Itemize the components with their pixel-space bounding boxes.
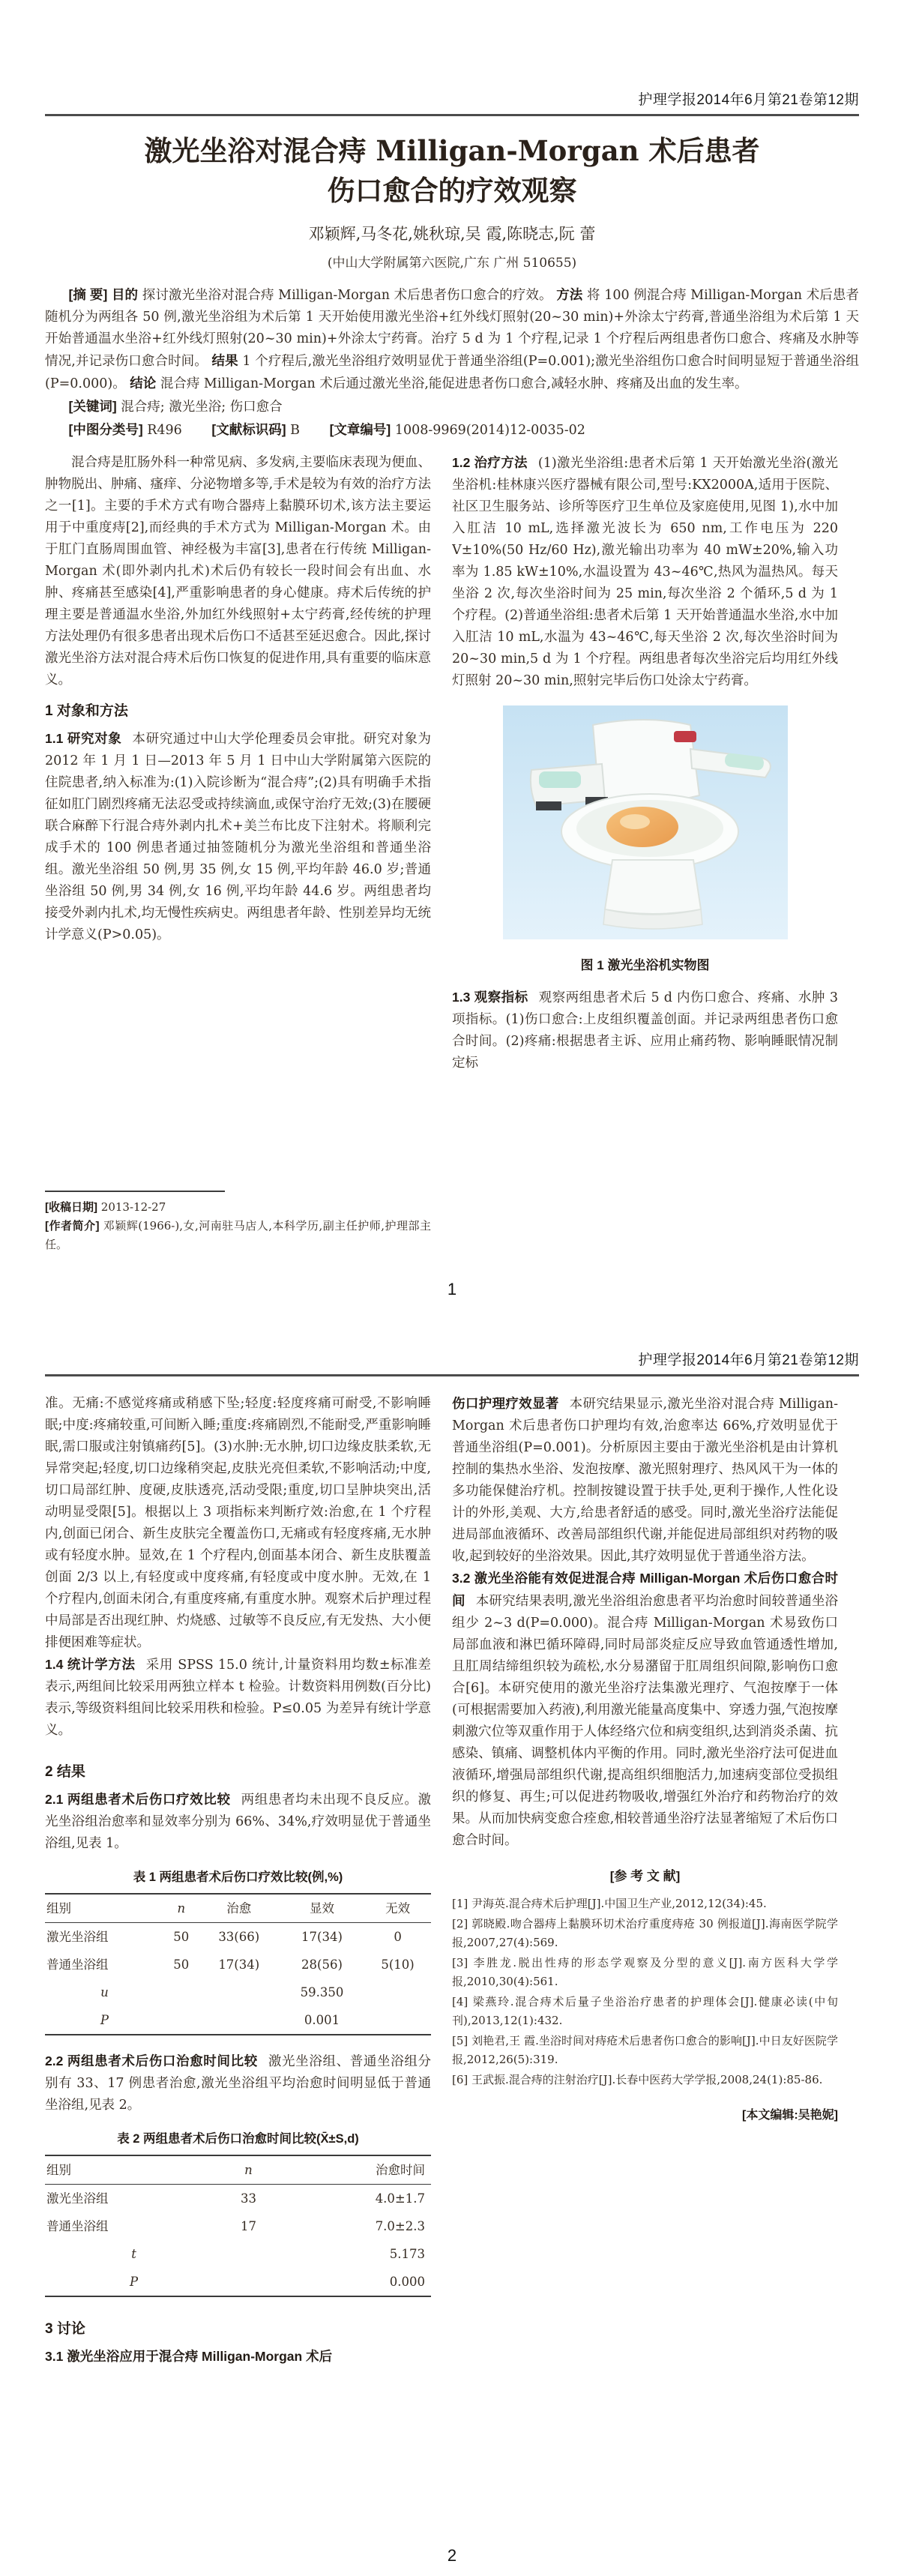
- section-3-1-paragraph: [452, 1393, 838, 1568]
- table-1-header-effective: 显效: [280, 1894, 364, 1923]
- table-2-t-n: [223, 2240, 274, 2268]
- criteria-continuation-paragraph: 准。无痛:不感觉疼痛或稍感下坠;轻度:轻度疼痛可耐受,不影响睡眠;中度:疼痛较重,可间断入睡;重度:疼痛剧烈,不能耐受,严重影响睡眠,需口服或注射镇痛药[5]。(3)水肿:无水肿,切口边缘皮肤柔软,无异常突起;轻度,切口边缘稍突起,皮肤光亮但柔软,不影响活动;中度,切口局部红肿、度硬,皮肤透亮,活动受限;重度,切口呈肿块突出,活动明显受限[5]。根据以上 3 项指标来判断疗效:治愈,在 1 个疗程内,创面已闭合、新生皮肤完全覆盖伤口,无痛或有轻度疼痛,无水肿或有轻度水肿。显效,在 1 个疗程内,创面基本闭合、新生皮肤覆盖创面 2/3 以上,有轻度或中度疼痛,有轻度或中度水肿。无效,在 1 个疗程内,创面未闭合,有重度疼痛,有重度水肿。观察术后护理过程中局部是否出现红肿、灼烧感、过敏等不良反应,有无发热、大小便排便困难等症状。: [45, 1396, 431, 1650]
- received-date-value: 2013-12-27: [100, 1200, 166, 1215]
- section-2-2-label: 2.2 两组患者术后伤口治愈时间比较: [45, 2053, 258, 2068]
- author-bio-line: [45, 1217, 431, 1254]
- table-1-header-row: [45, 1894, 431, 1923]
- section-1-1-paragraph: [45, 728, 431, 946]
- table-2-t-label: t: [131, 2247, 136, 2261]
- section-3-2-label: 3.2 激光坐浴能有效促进混合痔 Milligan-Morgan 术后伤口愈合时间: [452, 1571, 838, 1608]
- page2-right-column: [452, 1393, 838, 2503]
- table-2-p-value: 0.000: [389, 2275, 425, 2289]
- author-bio-text: 邓颖辉(1966-),女,河南驻马店人,本科学历,副主任护师,护理部主任。: [45, 1219, 431, 1252]
- table-2-p-n: [223, 2268, 274, 2296]
- list-item: [3] 李胜龙.脱出性痔的形态学观察及分型的意义[J].南方医科大学学报,2010,30(4):561.: [452, 1956, 838, 1988]
- affiliation: (中山大学附属第六医院,广东 广州 510655): [327, 256, 577, 271]
- author-bio-label: [作者简介]: [45, 1220, 100, 1233]
- table-row: [45, 1923, 431, 1951]
- editor-note: [本文编辑:吴艳妮]: [742, 2109, 838, 2122]
- table-1-header-n: n: [164, 1894, 199, 1923]
- table-1-u-label: u: [100, 1985, 109, 1999]
- table-1-r1-cured: 33(66): [218, 1930, 260, 1944]
- section-1-3-label: 1.3 观察指标: [452, 990, 528, 1005]
- list-item: [2] 郭晓殿.吻合器痔上黏膜环切术治疗重度痔疮 30 例报道[J].海南医学院学报,2007,27(4):569.: [452, 1917, 838, 1949]
- table-row: [45, 2006, 431, 2035]
- section-1-2-paragraph: [452, 452, 838, 692]
- first-page-footnote: [45, 1191, 431, 1254]
- journal-header-page2: 护理学报2014年6月第21卷第12期: [638, 1352, 859, 1368]
- reference-list: [452, 1895, 838, 2089]
- table-1-u-ineffective: [364, 1978, 431, 2006]
- objective-label: 目的: [111, 287, 139, 303]
- title-line-2: 伤口愈合的疗效观察: [327, 173, 577, 207]
- section-1-1-label: 1.1 研究对象: [45, 731, 122, 747]
- table-1-header-ineffective: 无效: [364, 1894, 431, 1923]
- table-2-header-row: [45, 2155, 431, 2185]
- clc-label: [中图分类号]: [68, 422, 143, 438]
- abstract-objective: 探讨激光坐浴对混合痔 Milligan-Morgan 术后患者伤口愈合的疗效。: [142, 288, 552, 304]
- table-1-u-cured: [199, 1978, 280, 2006]
- table-1-p-cured: [199, 2006, 280, 2035]
- table-1-header-cured: 治愈: [199, 1894, 280, 1923]
- list-item: [6] 王武振.混合痔的注射治疗[J].长春中医药大学学报,2008,24(1):85-86.: [452, 2073, 823, 2086]
- abstract-conclusion: 混合痔 Milligan-Morgan 术后通过激光坐浴,能促进患者伤口愈合,减轻水肿、疼痛及出血的发生率。: [160, 376, 748, 392]
- table-2-header-n: n: [223, 2155, 274, 2185]
- section-1-2-text: (1)激光坐浴组:患者术后第 1 天开始激光坐浴(激光坐浴机:桂林康兴医疗器械有限公司,型号:KX2000A,适用于医院、社区卫生服务站、诊所等医疗卫生单位及家庭使用,见图 1),水中加入肛洁 10 mL,选择激光波长为 650 nm,工作电压为 220 V±10%(50 Hz/60 Hz),激光输出功率为 40 mW±20%,输入功率为 1.85 kW±10%,水温设置为 43~46℃,热风为温热风。每天坐浴 2 次,每次坐浴时间为 25 min,每次坐浴 2 个循环,5 d 为 1 个疗程。(2)普通坐浴组:患者术后第 1 天开始普通温水坐浴,水中加入肛洁 10 mL,水温为 43~46℃,每天坐浴 2 次,每次坐浴时间为 20~30 min,5 d 为 1 个疗程。两组患者每次坐浴完后均用红外线灯照射 20~30 min,照射完毕后伤口处涂太宁药膏。: [452, 456, 838, 689]
- section-2-2-paragraph: [45, 2050, 431, 2116]
- table-row: [45, 1951, 431, 1978]
- table-2-r1-n: 33: [240, 2191, 256, 2206]
- page-number-1: 1: [447, 1280, 457, 1298]
- table-2-r2-group: 普通坐浴组: [46, 2219, 109, 2233]
- footnote-rule: [45, 1191, 225, 1192]
- abstract: [45, 284, 859, 395]
- doc-code-value: B: [290, 423, 301, 439]
- table-1-r1-group: 激光坐浴组: [46, 1930, 109, 1944]
- section-3-1-continuation-label: 伤口护理疗效显著: [452, 1396, 559, 1411]
- table-1-p-value: 0.001: [304, 2013, 340, 2027]
- page1-left-column: [45, 452, 431, 1254]
- page-number-2: 2: [447, 2546, 457, 2565]
- figure-1-caption: 图 1 激光坐浴机实物图: [580, 958, 710, 973]
- journal-page-2: [0, 1308, 904, 2576]
- received-date-line: [45, 1198, 431, 1217]
- table-2-r2-time: 7.0±2.3: [375, 2219, 425, 2233]
- section-1-4-text: 采用 SPSS 15.0 统计,计量资料用均数±标准差表示,两组间比较采用两独立样本 t 检验。计数资料用例数(百分比)表示,等级资料组间比较采用秩和检验。P≤0.05 为差异有统计学意义。: [45, 1658, 431, 1738]
- section-3-1-label: 3.1 激光坐浴应用于混合痔 Milligan-Morgan 术后: [45, 2349, 333, 2364]
- header-rule: [45, 114, 859, 116]
- title-line-1: 激光坐浴对混合痔 Milligan-Morgan 术后患者: [144, 134, 760, 167]
- keywords-label: [关键词]: [68, 399, 117, 415]
- table-1-r2-ineffective: 5(10): [381, 1957, 415, 1972]
- table-row: [45, 2212, 431, 2240]
- section-3-1-heading-start: [45, 2346, 431, 2368]
- table-row: [45, 2185, 431, 2213]
- doc-code-label: [文献标识码]: [211, 422, 286, 438]
- classification-line: [45, 418, 859, 442]
- table-2: [45, 2155, 431, 2297]
- section-3-1-text: 本研究结果显示,激光坐浴对混合痔 Milligan-Morgan 术后患者伤口护理均有效,治愈率达 66%,疗效明显优于普通坐浴组(P=0.001)。分析原因主要由于激光坐浴机是由计算机控制的集热水坐浴、发泡按摩、激光照射理疗、热风风干为一体的多功能保健治疗机。控制按键设置于扶手处,更利于操作,人性化设计的外形,美观、大方,给患者舒适的感受。同时,激光坐浴疗法能促进局部血液循环、改善局部组织代谢,并能促进局部组织对药物的吸收,起到较好的坐浴效果。因此,其疗效明显优于普通坐浴方法。: [452, 1397, 838, 1564]
- clc-value: R496: [147, 423, 182, 439]
- methods-label: 方法: [556, 287, 583, 303]
- figure-1: [503, 705, 788, 947]
- references-heading: [参 考 文 献]: [609, 1869, 681, 1883]
- list-item: [4] 梁燕玲.混合痔术后量子坐浴治疗患者的护理体会[J].健康必读(中旬刊),2013,12(1):432.: [452, 1995, 838, 2027]
- table-1-header-group: 组别: [45, 1894, 164, 1923]
- section-2-1-label: 2.1 两组患者术后伤口疗效比较: [45, 1792, 231, 1807]
- table-1-p-n: [164, 2006, 199, 2035]
- author-list: 邓颖辉,马冬花,姚秋琼,吴 霞,陈晓志,阮 蕾: [308, 225, 596, 244]
- table-1: [45, 1893, 431, 2035]
- keywords-text: 混合痔; 激光坐浴; 伤口愈合: [121, 400, 283, 415]
- table-1-r2-n: 50: [173, 1957, 190, 1972]
- table-1-r2-cured: 17(34): [218, 1957, 260, 1972]
- abstract-results: 1 个疗程后,激光坐浴组疗效明显优于普通坐浴组(P=0.001);激光坐浴组伤口愈合时间明显短于普通坐浴组(P=0.000)。: [45, 354, 859, 392]
- table-2-r1-group: 激光坐浴组: [46, 2191, 109, 2206]
- table-1-r2-group: 普通坐浴组: [46, 1957, 109, 1972]
- table-2-r1-time: 4.0±1.7: [375, 2191, 425, 2206]
- table-1-r2-effective: 28(56): [301, 1957, 343, 1972]
- table-1-caption: 表 1 两组患者术后伤口疗效比较(例,%): [133, 1871, 343, 1884]
- table-1-u-n: [164, 1978, 199, 2006]
- results-label: 结果: [211, 353, 238, 369]
- header-rule-page2: [45, 1374, 859, 1376]
- table-row: [45, 2240, 431, 2268]
- list-item: [5] 刘艳君,王 霞.坐浴时间对痔疮术后患者伤口愈合的影响[J].中日友好医院学报,2012,26(5):319.: [452, 2034, 838, 2066]
- section-1-3-paragraph: [452, 987, 838, 1074]
- article-id-value: 1008-9969(2014)12-0035-02: [394, 423, 585, 439]
- list-item: [1] 尹海英.混合痔术后护理[J].中国卫生产业,2012,12(34):45.: [452, 1897, 767, 1910]
- section-1-heading: 1 对象和方法: [45, 703, 128, 720]
- table-2-header-healtime: 治愈时间: [274, 2155, 431, 2185]
- received-date-label: [收稿日期]: [45, 1201, 97, 1215]
- article-id-label: [文章编号]: [329, 422, 391, 438]
- keywords-line: [45, 395, 859, 418]
- section-3-2-text: 本研究结果表明,激光坐浴组治愈患者平均治愈时间较普通坐浴组少 2~3 d(P=0.000)。混合痔 Milligan-Morgan 术易致伤口局部血液和淋巴循环障碍,同时局部炎症反应导致血管通透性增加,且肛周结缔组织较为疏松,水分易潴留于肛周组织间隙,影响伤口愈合[6]。本研究使用的激光坐浴疗法集激光理疗、气泡按摩于一体(可根据需要加入药液),利用激光能量高度集中、穿透力强,气泡按摩刺激穴位等双重作用于人体经络穴位和病变组织,达到消炎杀菌、抗感染、镇痛、调整机体内平衡的作用。同时,激光坐浴疗法可促进血液循环,增强局部组织代谢,提高组织细胞活力,加速病变部位受损组织的修复、再生;可以促进药物吸收,增强红外治疗和药物治疗的效果。从而加快病变愈合痊愈,相较普通坐浴疗法显著缩短了术后伤口愈合时间。: [452, 1594, 838, 1848]
- section-1-4-paragraph: [45, 1654, 431, 1742]
- section-1-4-label: 1.4 统计学方法: [45, 1657, 136, 1672]
- table-1-r1-effective: 17(34): [301, 1930, 343, 1944]
- article-title: [45, 131, 859, 210]
- table-1-p-label: P: [100, 2013, 109, 2027]
- table-2-p-label: P: [130, 2275, 139, 2289]
- section-3-heading: 3 讨论: [45, 2321, 85, 2337]
- laser-sitz-bath-machine-photo: [503, 705, 788, 939]
- intro-paragraph: 混合痔是肛肠外科一种常见病、多发病,主要临床表现为便血、肿物脱出、肿痛、瘙痒、分泌物增多等,手术是较为有效的治疗方法之一[1]。主要的手术方式有吻合器痔上黏膜环切术,该方法主要运用于中重度痔[2],而经典的手术方式为 Milligan-Morgan 术。由于肛门直肠周围血管、神经极为丰富[3],患者在行传统 Milligan-Morgan 术(即外剥内扎术)术后仍有较长一段时间会有出血、水肿、疼痛甚至感染[4],严重影响患者的身心健康。痔术后传统的护理主要是普通温水坐浴,外加红外线照射+太宁药膏,经传统的护理方法处理仍有很多患者出现术后伤口不适甚至延迟愈合。因此,探讨激光坐浴方法对混合痔术后伤口恢复的促进作用,具有重要的临床意义。: [45, 455, 431, 688]
- table-1-p-ineffective: [364, 2006, 431, 2035]
- page2-left-column: [45, 1393, 431, 2503]
- table-2-r2-n: 17: [240, 2219, 256, 2233]
- abstract-label: [摘 要]: [68, 287, 108, 303]
- table-1-r1-n: 50: [173, 1930, 190, 1944]
- section-2-2-text: 激光坐浴组、普通坐浴组分别有 33、17 例患者治愈,激光坐浴组平均治愈时间明显低于普通坐浴组,见表 2。: [45, 2054, 431, 2113]
- section-1-3-text: 观察两组患者术后 5 d 内伤口愈合、疼痛、水肿 3 项指标。(1)伤口愈合:上皮组织覆盖创面。并记录两组患者伤口愈合时间。(2)疼痛:根据患者主诉、应用止痛药物、影响睡眠情况制定标: [452, 990, 838, 1071]
- section-2-1-paragraph: [45, 1789, 431, 1855]
- page1-right-column: [452, 452, 838, 1254]
- conclusion-label: 结论: [130, 376, 157, 391]
- abstract-methods: 将 100 例混合痔 Milligan-Morgan 术后患者随机分为两组各 50 例,激光坐浴组为术后第 1 天开始使用激光坐浴+红外线灯照射(20~30 min)+外涂太宁药膏,普通坐浴组为术后第 1 天开始普通温水坐浴+红外线灯照射(20~30 min)+外涂太宁药膏。治疗 5 d 为 1 个疗程,记录 1 个疗程后两组患者伤口愈合、疼痛及水肿等情况,并记录伤口愈合时间。: [45, 288, 859, 370]
- section-1-1-text: 本研究通过中山大学伦理委员会审批。研究对象为 2012 年 1 月 1 日—2013 年 5 月 1 日中山大学附属第六医院的住院患者,纳入标准为:(1)入院诊断为“混合痔”;(2)具有明确手术指征如肛门剧烈疼痛无法忍受或持续滴血,或保守治疗无效;(3)在腰硬联合麻醉下行混合痔外剥内扎术+美兰布比皮下注射术。将顺利完成手术的 100 例患者通过抽签随机分为激光坐浴组和普通坐浴组。激光坐浴组 50 例,男 35 例,女 15 例,平均年龄 46.0 岁;普通坐浴组 50 例,男 34 例,女 16 例,平均年龄 44.6 岁。两组患者均接受外剥内扎术,均无慢性疾病史。两组患者年龄、性别差异均无统计学意义(P>0.05)。: [45, 732, 431, 943]
- section-1-2-label: 1.2 治疗方法: [452, 455, 528, 471]
- table-2-header-group: 组别: [45, 2155, 223, 2185]
- journal-header: 护理学报2014年6月第21卷第12期: [638, 92, 859, 108]
- section-3-2-paragraph: [452, 1568, 838, 1852]
- table-2-caption: 表 2 两组患者术后伤口治愈时间比较(X̄±S,d): [117, 2132, 359, 2146]
- table-row: [45, 2268, 431, 2296]
- table-2-t-value: 5.173: [389, 2247, 425, 2261]
- table-row: [45, 1978, 431, 2006]
- section-2-1-text: 两组患者均未出现不良反应。激光坐浴组治愈率和显效率分别为 66%、34%,疗效明显优于普通坐浴组,见表 1。: [45, 1793, 431, 1851]
- table-1-r1-ineffective: 0: [394, 1930, 402, 1944]
- table-1-u-value: 59.350: [300, 1985, 344, 1999]
- section-2-heading: 2 结果: [45, 1764, 85, 1780]
